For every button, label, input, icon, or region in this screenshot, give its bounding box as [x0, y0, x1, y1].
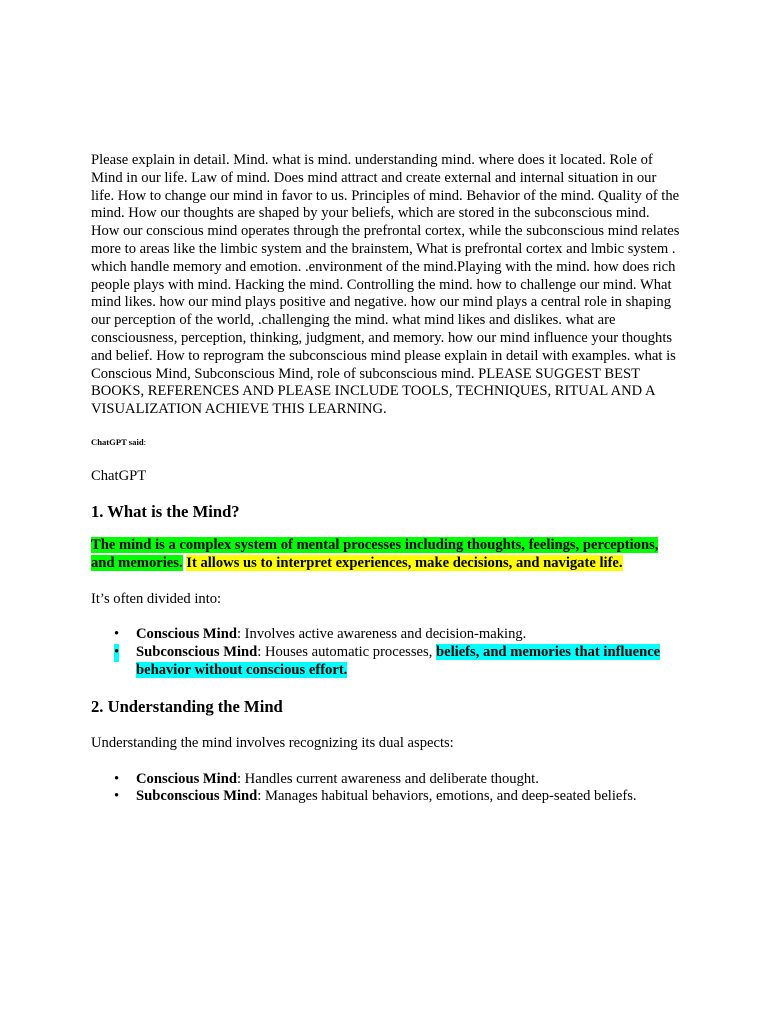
- definition-highlight-yellow: It allows us to interpret experiences, make decisions, and navigate life.: [186, 554, 623, 571]
- list-item-term: Conscious Mind: [136, 626, 237, 643]
- list-item-text: : Manages habitual behaviors, emotions, and deep-seated beliefs.: [257, 788, 637, 805]
- list-item-text: : Involves active awareness and decision-making.: [236, 626, 527, 643]
- chatgpt-said-text: ChatGPT said: [91, 436, 144, 447]
- mind-definition: [91, 537, 681, 573]
- list-item-highlight-cyan: beliefs, and memories that influence behavior without conscious effort.: [136, 644, 661, 678]
- list-item: [136, 626, 681, 644]
- chatgpt-said-label: [91, 437, 681, 448]
- definition-highlight-green: The mind is a complex system of mental processes including thoughts, feelings, perceptions, and memories.: [91, 536, 659, 571]
- list-item-term: Conscious Mind: [136, 770, 237, 787]
- list-item-text: : Houses automatic processes,: [257, 644, 436, 661]
- divided-into-text: It’s often divided into:: [91, 590, 222, 607]
- list-item-term: Subconscious Mind: [136, 788, 258, 805]
- mind-types-list: [91, 626, 681, 679]
- list-item: [136, 771, 681, 789]
- list-item-text: : Handles current awareness and deliberate thought.: [236, 770, 539, 787]
- list-item-term: Subconscious Mind: [136, 644, 258, 661]
- list-item: [136, 788, 681, 806]
- user-prompt: Please explain in detail. Mind. what is mind. understanding mind. where does it located. Role of Mind in our life. Law of mind. Does mind attract and create external and internal situation in our life. How to change our mind in favor to us. Principles of mind. Behavior of the mind. Quality of the mind. How our thoughts are shaped by your beliefs, which are stored in the subconscious mind. How our conscious mind operates through the prefrontal cortex, while the subconscious mind relates more to areas like the limbic system and the brainstem, What is prefrontal cortex and lmbic system . which handle memory and emotion. .environment of the mind.Playing with the mind. how does rich people plays with mind. Hacking the mind. Controlling the mind. how to challenge our mind. What mind likes. how our mind plays positive and negative. how our mind plays a central role in shaping our perception of the world, .challenging the mind. what mind likes and dislikes. what are consciousness, perception, thinking, judgment, and memory. how our mind influence your thoughts and belief. How to reprogram the subconscious mind please explain in detail with examples. what is Conscious Mind, Subconscious Mind, role of subconscious mind. PLEASE SUGGEST BEST BOOKS, REFERENCES AND PLEASE INCLUDE TOOLS, TECHNIQUES, RITUAL AND A VISUALIZATION ACHIEVE THIS LEARNING.: [91, 152, 680, 418]
- dual-aspects-list: [91, 771, 681, 807]
- chatgpt-name: ChatGPT: [91, 467, 147, 484]
- list-item: [136, 644, 681, 680]
- section-heading-what-is-mind: 1. What is the Mind?: [91, 501, 240, 521]
- chatgpt-said-colon: :: [143, 436, 147, 447]
- understanding-intro-text: Understanding the mind involves recognizing its dual aspects:: [91, 734, 454, 751]
- section-heading-understanding-mind: 2. Understanding the Mind: [91, 696, 283, 716]
- document-page: [91, 152, 681, 806]
